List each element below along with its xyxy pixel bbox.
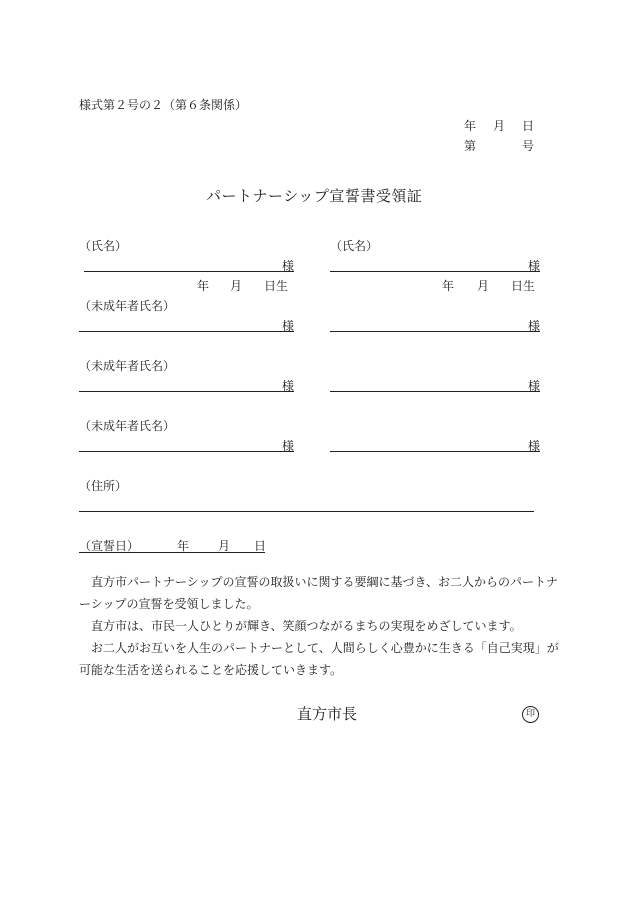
honorific-right-4: 様 — [528, 439, 541, 453]
issue-day-label: 日 — [522, 119, 535, 133]
official-seal-mark: 印 — [522, 706, 539, 723]
body-paragraph-2: 直方市は、市民一人ひとりが輝き、笑顔つながるまちの実現をめざしています。 — [79, 619, 522, 633]
minor-name-line-left-2 — [79, 391, 294, 392]
honorific-left-4: 様 — [282, 439, 295, 453]
birth-day-label-right: 日生 — [511, 279, 536, 293]
minor-name-line-right-3 — [330, 451, 540, 452]
birth-month-label-right: 月 — [477, 279, 490, 293]
issue-month-label: 月 — [493, 119, 506, 133]
name-line-left — [84, 271, 294, 272]
birth-year-label-left: 年 — [197, 279, 210, 293]
document-number-prefix: 第 — [464, 139, 477, 153]
name-label-right: （氏名） — [330, 239, 379, 253]
minor-name-label-3: （未成年者氏名） — [79, 419, 176, 433]
honorific-right-1: 様 — [528, 259, 541, 273]
honorific-right-3: 様 — [528, 379, 541, 393]
page-title: パートナーシップ宣誓書受領証 — [206, 187, 423, 205]
honorific-left-1: 様 — [282, 259, 295, 273]
birth-month-label-left: 月 — [230, 279, 243, 293]
oath-date-label: （宣誓日） — [79, 539, 140, 553]
issue-year-label: 年 — [464, 119, 477, 133]
name-line-right — [330, 271, 540, 272]
body-paragraph-3: お二人がお互いを人生のパートナーとして、人間らしく心豊かに生きる「自己実現」が可能な生活を送られることを応援していきます。 — [79, 641, 559, 677]
document-number-suffix: 号 — [522, 139, 535, 153]
oath-month-label: 月 — [218, 539, 231, 553]
minor-name-line-right-1 — [330, 331, 540, 332]
body-paragraph-1: 直方市パートナーシップの宣誓の取扱いに関する要綱に基づき、お二人からのパートナーシップの宣誓を受領しました。 — [79, 575, 559, 611]
oath-year-label: 年 — [177, 539, 190, 553]
birth-day-label-left: 日生 — [264, 279, 289, 293]
honorific-left-3: 様 — [282, 379, 295, 393]
address-label: （住所） — [79, 479, 128, 493]
minor-name-label-2: （未成年者氏名） — [79, 359, 176, 373]
honorific-right-2: 様 — [528, 319, 541, 333]
honorific-left-2: 様 — [282, 319, 295, 333]
address-line — [79, 511, 534, 512]
oath-day-label: 日 — [254, 539, 267, 553]
mayor-title: 直方市長 — [297, 705, 358, 723]
form-number: 様式第２号の２（第６条関係） — [79, 98, 248, 112]
oath-date-line — [79, 552, 265, 553]
minor-name-line-left-3 — [79, 451, 294, 452]
minor-name-line-right-2 — [330, 391, 540, 392]
minor-name-label-1: （未成年者氏名） — [79, 299, 176, 313]
name-label-left: （氏名） — [79, 239, 128, 253]
minor-name-line-left-1 — [79, 331, 294, 332]
body-text — [79, 571, 559, 681]
birth-year-label-right: 年 — [442, 279, 455, 293]
